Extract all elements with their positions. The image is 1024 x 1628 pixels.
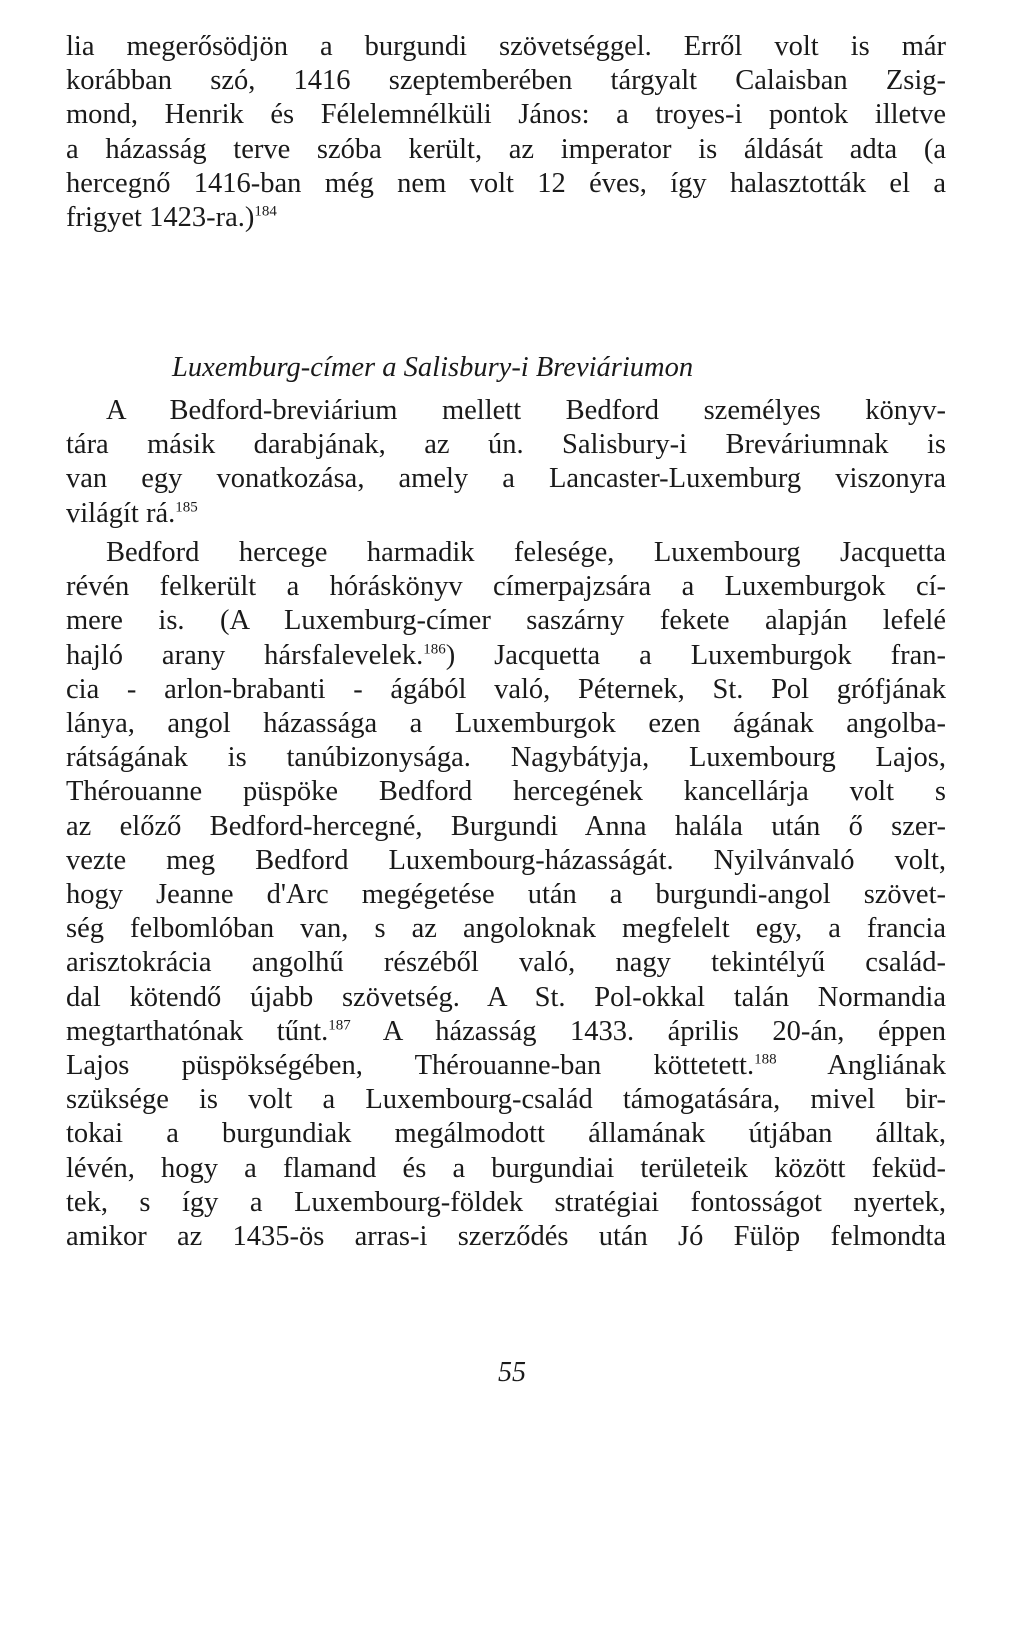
text-line: korábban szó, 1416 szeptemberében tárgyalt Calaisban Zsig-	[66, 65, 946, 97]
page-number: 55	[498, 1357, 526, 1388]
text-line: vezte meg Bedford Luxembourg-házasságát. Nyilvánvaló volt,	[66, 844, 946, 876]
text-line	[66, 1049, 946, 1083]
text-line: arisztokrácia angolhű részéből való, nagy tekintélyű család-	[66, 947, 946, 979]
footnote-marker: 185	[175, 499, 198, 516]
text-line: amikor az 1435-ös arras-i szerződés után Jó Fülöp felmondta	[66, 1221, 946, 1253]
text-line: révén felkerült a hóráskönyv címerpajzsára a Luxemburgok cí-	[66, 571, 946, 603]
text-fragment: frigyet 1423-ra.)	[66, 202, 255, 234]
text-line: A Bedford-breviárium mellett Bedford személyes könyv-	[106, 395, 946, 426]
text-line: lánya, angol házassága a Luxemburgok ezen ágának angolba-	[66, 708, 946, 740]
text-line: tokai a burgundiak megálmodott államának útjában álltak,	[66, 1118, 946, 1150]
text-line: ség felbomlóban van, s az angoloknak megfelelt egy, a francia	[66, 913, 946, 945]
text-line: tek, s így a Luxembourg-földek stratégiai fontosságot nyertek,	[66, 1186, 946, 1218]
text-fragment: hajló arany hársfalevelek.	[66, 639, 424, 671]
text-line: van egy vonatkozása, amely a Lancaster-Luxemburg viszonyra	[66, 463, 946, 495]
text-line: Thérouanne püspöke Bedford hercegének kancellárja volt s	[66, 776, 946, 808]
text-line: mere is. (A Luxemburg-címer saszárny fekete alapján lefelé	[66, 605, 946, 637]
text-line: mond, Henrik és Félelemnélküli János: a troyes-i pontok illetve	[66, 99, 946, 131]
text-line	[66, 201, 946, 235]
footnote-marker: 184	[254, 203, 277, 220]
text-line	[66, 639, 946, 673]
text-line: a házasság terve szóba került, az imperator is áldását adta (a	[66, 133, 946, 165]
text-line: cia - arlon-brabanti - ágából való, Péternek, St. Pol grófjának	[66, 673, 946, 705]
text-line: rátságának is tanúbizonysága. Nagybátyja, Luxembourg Lajos,	[66, 742, 946, 774]
text-line: lia megerősödjön a burgundi szövetséggel. Erről volt is már	[66, 31, 946, 62]
paragraph	[66, 394, 946, 531]
text-line: az előző Bedford-hercegné, Burgundi Anna halála után ő szer-	[66, 810, 946, 842]
footnote-marker: 186	[423, 641, 446, 658]
paragraph	[66, 536, 946, 1254]
text-fragment: A házasság 1433. április 20-án, éppen	[350, 1015, 946, 1047]
text-line: hercegnő 1416-ban még nem volt 12 éves, így halasztották el a	[66, 167, 946, 199]
text-line: lévén, hogy a flamand és a burgundiai területeik között feküd-	[66, 1152, 946, 1184]
text-line: Bedford hercege harmadik felesége, Luxembourg Jacquetta	[106, 537, 946, 568]
text-fragment: megtarthatónak tűnt.	[66, 1015, 329, 1047]
paragraph-continued	[66, 30, 946, 235]
text-line: hogy Jeanne d'Arc megégetése után a burgundi-angol szövet-	[66, 879, 946, 911]
text-line	[66, 1015, 946, 1049]
footnote-marker: 188	[754, 1051, 777, 1068]
text-fragment: Lajos püspökségében, Thérouanne-ban köttetett.	[66, 1050, 755, 1082]
section-heading: Luxemburg-címer a Salisbury-i Breviáriumon	[172, 352, 694, 383]
text-line	[66, 497, 946, 531]
text-line: tára másik darabjának, az ún. Salisbury-i Breváriumnak is	[66, 429, 946, 461]
text-fragment: ) Jacquetta a Luxemburgok fran-	[445, 639, 947, 671]
text-line: dal kötendő újabb szövetség. A St. Pol-okkal talán Normandia	[66, 981, 946, 1013]
text-line: szüksége is volt a Luxembourg-család támogatására, mivel bir-	[66, 1084, 946, 1116]
footnote-marker: 187	[328, 1017, 351, 1034]
text-fragment: Angliának	[776, 1050, 946, 1082]
text-fragment: világít rá.	[66, 497, 176, 529]
